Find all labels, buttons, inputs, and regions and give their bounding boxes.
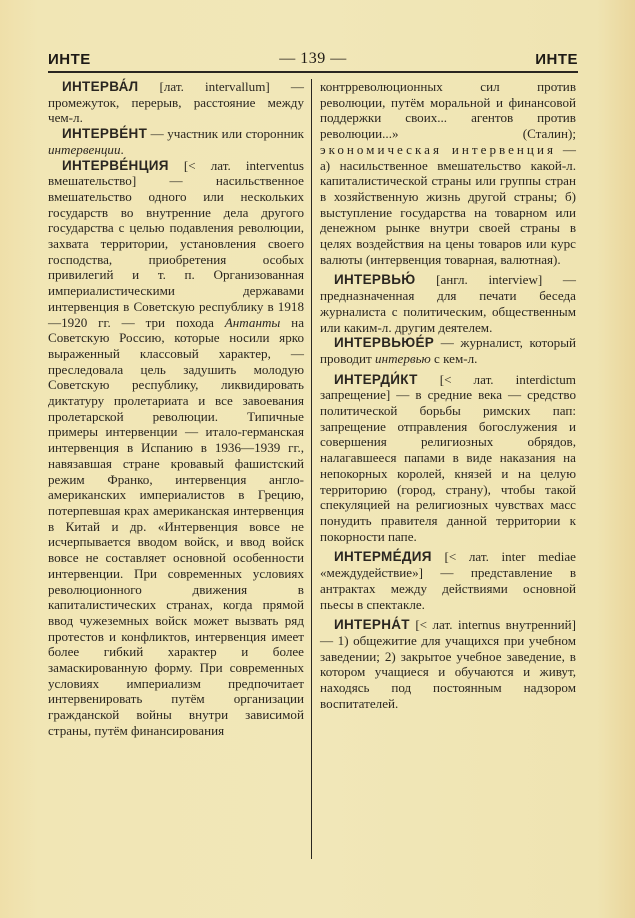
spaced-term: экономическая интервенция [320,141,556,157]
entry-interview [320,272,576,335]
definition-continued: на Советскую Россию, которые носили ярко выраженный классовый характер, — преследовала цель задушить молодую Советскую республику, ликвидировать диктатуру пролетариата и все завоевания пролетарской революции. Типичные примеры интервенции — итало-германская интервенция в Испанию в 1936—1939 гг., навязавшая стране кровавый фашистский режим Франко, интервенция англо-американских империалистов в Грецию, потерпевшая крах американская интервенция в Китай и др. «Интервенция вовсе не исчерпывается вводом войск, и ввод войск вовсе не составляет основной особенности интервенции. При современных условиях революционного движения в капиталистических странах, когда прямой ввод чужеземных войск может вызвать ряд протестов и конфликтов, интервенция имеет более гибкий характер и более замаскированную форму. При современных условиях империализм предпочитает интервенировать путём организации гражданской войны внутри зависимой страны, путём финансирования [48,314,305,738]
two-column-body [48,79,578,859]
cross-reference: интервью [375,350,431,366]
entry-intervent [48,126,304,157]
headword: ИНТЕРДИ́КТ [334,371,418,387]
definition-end: . [120,141,124,157]
right-column [312,79,576,859]
definition: — журналист, который проводит [320,335,576,366]
page-header [48,46,578,73]
left-column [48,79,312,859]
definition: [< лат. interdictum запрещение] — в средние века — средство политической борьбы римских пап: запрещение отправления богослужения и совершения религиозных обрядов, налагавшееся папами в виде наказания на непокорных королей, князей и на целую территорию (город, страну), чтобы такой спекуляцией на религиозных чувствах масс понудить правителя данной территории к покорности папе. [320,371,576,544]
right-guide-word: ИНТЕ [535,51,578,68]
definition: — участник или сторонник [147,126,304,142]
page-number: — 139 — [279,50,347,67]
entry-internat [320,617,576,711]
definition: [лат. intervallum] — промежуток, перерыв, расстояние между чем-л. [48,79,304,126]
entry-intervention [48,158,304,739]
entry-interdict [320,372,576,545]
headword: ИНТЕРВА́Л [62,79,139,94]
cross-reference: Антанты [224,314,281,330]
left-guide-word: ИНТЕ [48,51,91,68]
definition-end: с кем-л. [430,350,478,366]
definition-continued: — а) насильственное вмешательство какой-л. капиталистической страны или группы стран в хозяйственную жизнь другой страны; б) выступление государства на товарном или денежном рынке внутри своей страны в целях воздействия на цены товаров или курс валюты (интервенция товарная, валютная). [320,141,576,267]
definition: [англ. interview] — предназначенная для печати беседа журналиста с политическим, общественным или каким-л. другим деятелем. [320,272,576,335]
headword: ИНТЕРВЕ́НЦИЯ [62,157,169,173]
definition: [< лат. inter mediae «междудействие»] — представление в антрактах между действиями основной пьесы в спектакле. [320,549,576,612]
entry-interviewer [320,335,576,366]
headword: ИНТЕРВЕ́НТ [62,126,148,142]
headword: ИНТЕРНА́Т [334,617,410,633]
headword: ИНТЕРВЬЮЕ́Р [334,335,435,351]
cross-reference: интервенции [48,141,121,157]
headword: ИНТЕРМЕ́ДИЯ [334,549,432,565]
definition: [< лат. interventus вмешательство] — насильственное вмешательство одного или нескольких государств во внутренние дела другого государства с целью подавления революции, захвата территории, установления своего господства, приобретения особых привилегий и т. п. Организованная империалистическими державами интервенция в Советскую республику в 1918—1920 гг. — три похода [48,157,304,330]
definition-continued: контрреволюционных сил против революции, путём моральной и финансовой поддержки своих... агентов против революции...» (Сталин); [320,79,576,142]
entry-intermedia [320,549,576,612]
definition: [< лат. internus внутренний] — 1) общежитие для учащихся при учебном заведении; 2) закрытое учебное заведение, в котором учащиеся и обучаются и живут, находясь под постоянным надзором воспитателей. [320,617,576,711]
headword: ИНТЕРВЬЮ́ [334,272,416,288]
entry-intervention-continued [320,79,576,267]
dictionary-page [48,46,578,859]
entry-interval [48,79,304,126]
